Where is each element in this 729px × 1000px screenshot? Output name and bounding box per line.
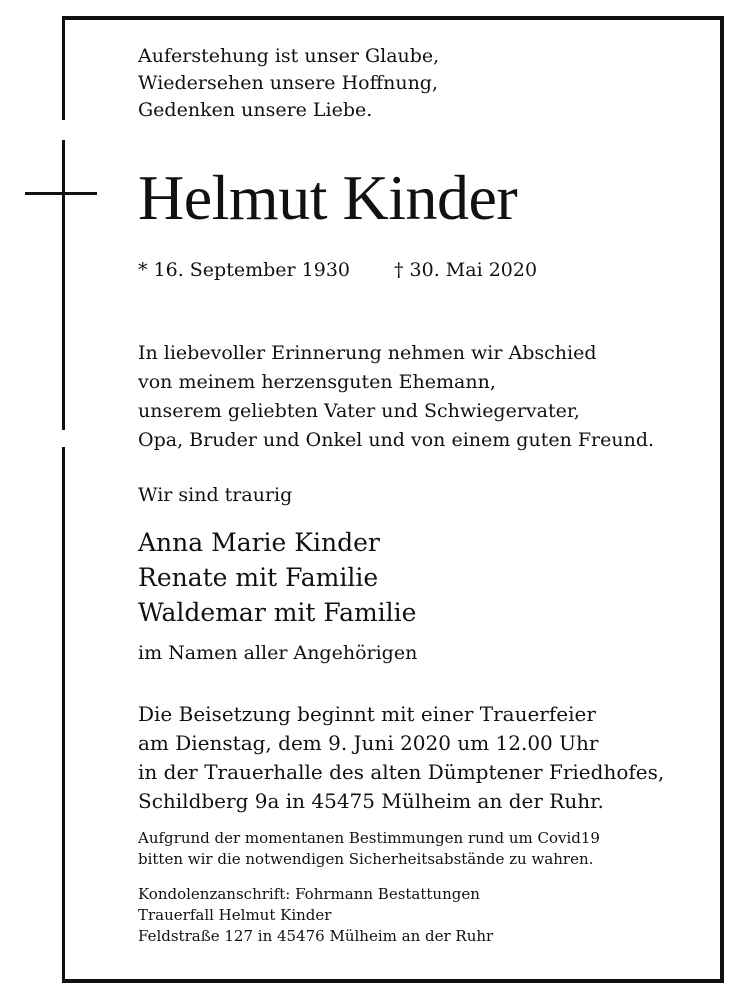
motto — [138, 43, 439, 124]
burial-line: Die Beisetzung beginnt mit einer Trauerfeier — [138, 702, 596, 726]
burial-line: am Dienstag, dem 9. Juni 2020 um 12.00 Uhr — [138, 731, 599, 755]
frame-bottom-border — [62, 979, 724, 983]
cross-horizontal-bar — [25, 192, 97, 195]
motto-line: Wiedersehen unsere Hoffnung, — [138, 72, 439, 94]
remembrance-line: unserem geliebten Vater und Schwiegervater, — [138, 400, 580, 422]
covid-line: bitten wir die notwendigen Sicherheitsabstände zu wahren. — [138, 850, 594, 868]
condolence-line: Kondolenzanschrift: Fohrmann Bestattungen — [138, 885, 480, 903]
frame-left-border-lower — [62, 447, 65, 983]
burial-info — [138, 700, 664, 816]
life-dates — [138, 257, 538, 283]
motto-line: Gedenken unsere Liebe. — [138, 99, 373, 121]
sad-line: Wir sind traurig — [138, 484, 293, 506]
remembrance-line: In liebevoller Erinnerung nehmen wir Abschied — [138, 342, 597, 364]
condolence-line: Feldstraße 127 in 45476 Mülheim an der Ruhr — [138, 927, 494, 945]
covid-line: Aufgrund der momentanen Bestimmungen rund um Covid19 — [138, 829, 600, 847]
frame-top-border — [62, 16, 724, 20]
death-date: † 30. Mai 2020 — [394, 259, 538, 281]
condolence-line: Trauerfall Helmut Kinder — [138, 906, 332, 924]
family-member: Waldemar mit Familie — [138, 598, 417, 627]
family-note: im Namen aller Angehörigen — [138, 642, 418, 664]
remembrance-text — [138, 339, 654, 455]
condolence-address — [138, 884, 493, 947]
frame-left-border-upper — [62, 16, 65, 120]
remembrance-line: von meinem herzensguten Ehemann, — [138, 371, 496, 393]
frame-right-border — [720, 16, 724, 983]
burial-line: in der Trauerhalle des alten Dümptener Friedhofes, — [138, 760, 665, 784]
birth-date: * 16. September 1930 — [138, 259, 350, 281]
covid-notice — [138, 828, 600, 870]
remembrance-line: Opa, Bruder und Onkel und von einem guten Freund. — [138, 429, 655, 451]
burial-line: Schildberg 9a in 45475 Mülheim an der Ruhr. — [138, 789, 604, 813]
family-member: Anna Marie Kinder — [138, 528, 380, 557]
family-member: Renate mit Familie — [138, 563, 379, 592]
cross-vertical-bar — [62, 140, 65, 430]
motto-line: Auferstehung ist unser Glaube, — [138, 45, 440, 67]
family-names — [138, 525, 416, 630]
deceased-name: Helmut Kinder — [138, 162, 518, 233]
